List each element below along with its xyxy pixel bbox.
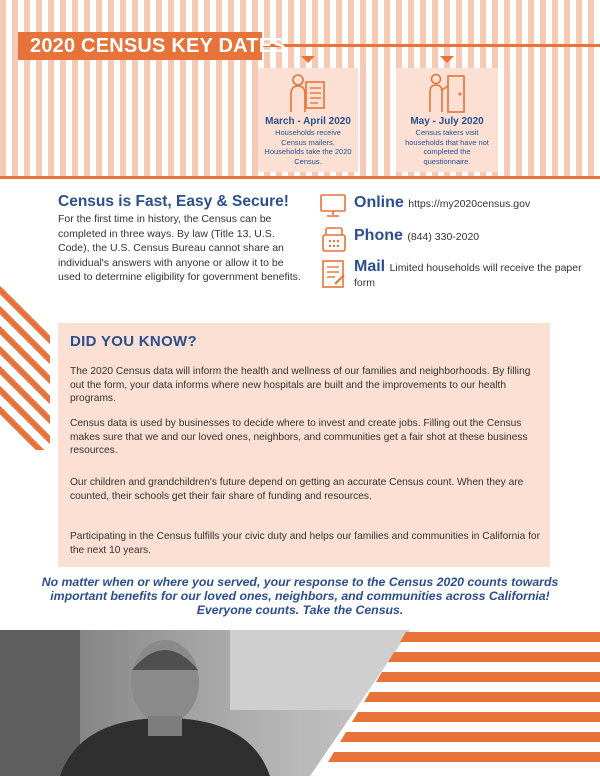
date-period: May - July 2020: [410, 116, 484, 127]
timeline-marker: [301, 56, 315, 63]
clipboard-checklist-icon: [288, 72, 328, 114]
intro-title: Census is Fast, Easy & Secure!: [58, 193, 289, 210]
monitor-icon: [320, 194, 346, 218]
date-card-march-april: [258, 68, 358, 172]
closing-statement: No matter when or where you served, your response to the Census 2020 counts towards important benefits for our loved ones, neighbors, and communities across California! Everyone counts. Take the Census.: [41, 575, 559, 617]
method-label: Phone: [354, 227, 403, 244]
header-divider: [0, 176, 600, 179]
did-you-know-paragraph: Our children and grandchildren's future depend on getting an accurate Census count. When they are counted, their schools get their fair share of funding and resources.: [70, 477, 524, 502]
method-description: Limited households will receive the paper form: [354, 262, 582, 289]
did-you-know-paragraph: Participating in the Census fulfills your civic duty and helps our families and communities in California for the next 10 years.: [70, 531, 540, 556]
did-you-know-paragraph: Census data is used by businesses to decide where to invest and create jobs. Filling out the Census makes sure that we and our loved ones, neighbors, and communities get a fair shot at these business resources.: [70, 418, 528, 456]
title-bar-line: [262, 44, 600, 47]
date-card-may-july: [396, 68, 498, 172]
phone-number: (844) 330-2020: [407, 231, 480, 243]
method-link[interactable]: https://my2020census.gov: [408, 198, 531, 210]
phone-icon: [322, 227, 346, 253]
decorative-stripes-bottom: [280, 630, 600, 776]
decorative-stripes-left: [0, 270, 50, 450]
did-you-know-paragraph: The 2020 Census data will inform the health and wellness of our families and neighborhoods. By filling out the form, your data informs where new hospitals are built and the improvements to our health programs.: [70, 366, 531, 404]
date-description: Households receive Census mailers. Households take the 2020 Census.: [264, 128, 352, 166]
date-period: March - April 2020: [265, 116, 351, 127]
mail-form-icon: [322, 260, 346, 288]
did-you-know-title: DID YOU KNOW?: [70, 333, 197, 350]
intro-body: For the first time in history, the Census can be completed in three ways. By law (Title 13, U.S. Code), the U.S. Census Bureau cannot share an individual's answers with anyone or allow it to be used to determine eligibility for government benefits.: [58, 213, 301, 283]
method-label: Mail: [354, 258, 386, 275]
page-title: 2020 CENSUS KEY DATES: [30, 35, 286, 57]
timeline-marker: [440, 56, 454, 63]
method-label: Online: [354, 194, 404, 211]
date-description: Census takers visit households that have not completed the questionnaire.: [405, 128, 489, 166]
door-visit-icon: [426, 72, 468, 114]
